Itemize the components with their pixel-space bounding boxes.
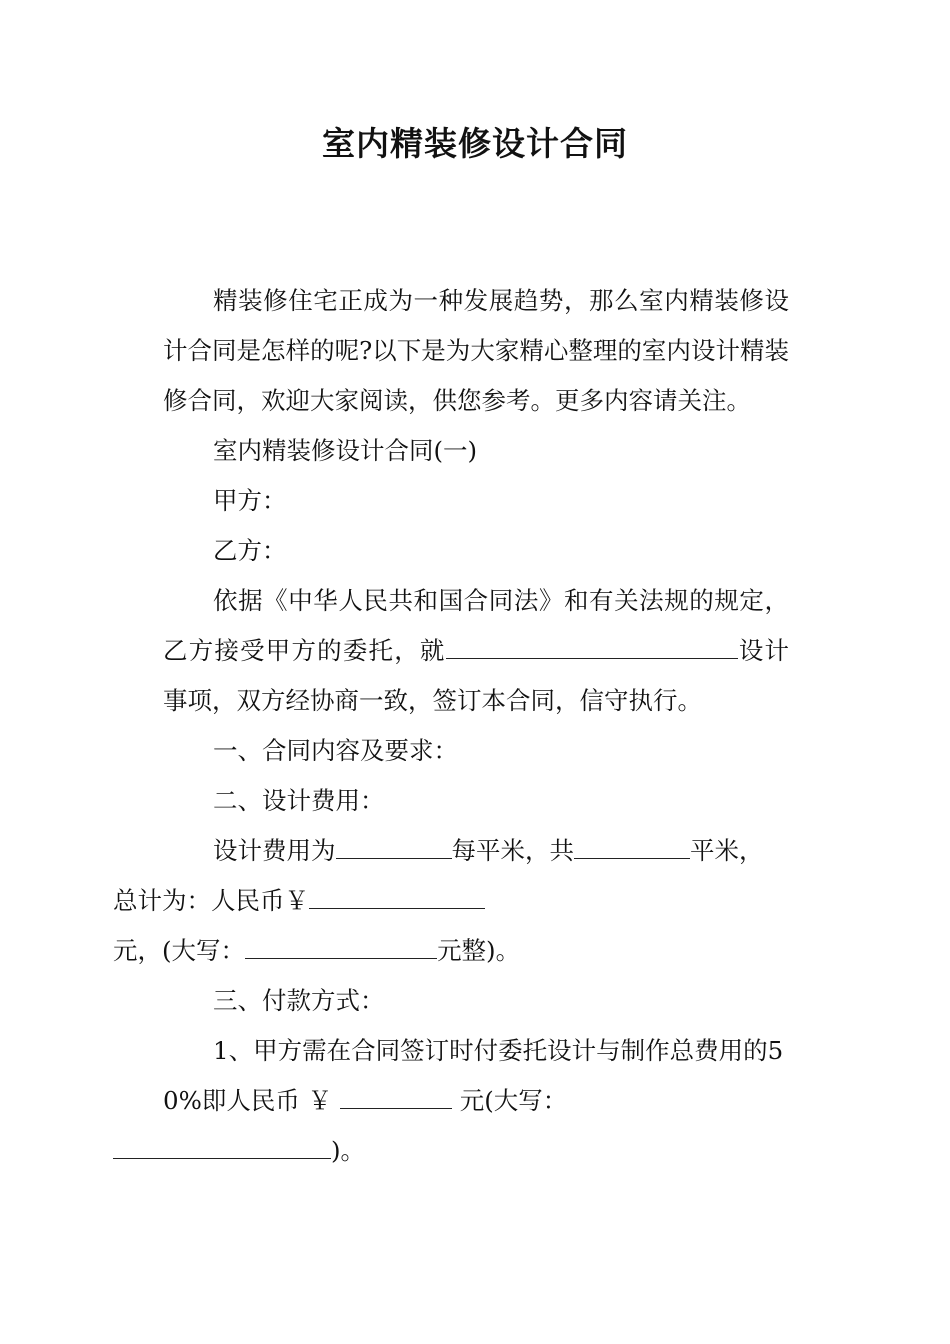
payment-amount-blank	[340, 1088, 452, 1109]
payment-paragraph	[163, 1026, 789, 1176]
total-amount-blank	[309, 888, 485, 909]
project-blank	[446, 638, 738, 659]
fee-text-2: 每平米，共	[451, 836, 574, 865]
item-contract-content: 一、合同内容及要求：	[213, 736, 458, 765]
document-title: 室内精装修设计合同	[322, 124, 628, 163]
fee-text-1: 设计费用为	[213, 836, 336, 865]
payment-text-1: 1、甲方需在合同签订时付委托设计与制作总费用的50%即人民币 ￥	[163, 1036, 784, 1115]
section-title: 室内精装修设计合同(一)	[213, 436, 478, 465]
party-b-line: 乙方：	[213, 536, 287, 565]
amount-in-words-blank	[245, 938, 437, 959]
basis-text: 依据《中华人民共和国合同法》和有关法规的规定，乙方接受甲方的委托，就	[163, 586, 789, 665]
basis-paragraph	[163, 576, 789, 726]
payment-text-2: 元(大写：	[459, 1086, 568, 1115]
area-blank	[574, 838, 690, 859]
price-per-sqm-blank	[336, 838, 452, 859]
fee-yuan-text: 元，(大写：	[113, 936, 246, 965]
fee-end-text: 元整)。	[437, 936, 521, 965]
fee-text-3: 平米，	[690, 836, 764, 865]
payment-end-text: )。	[331, 1136, 366, 1165]
item-design-fee: 二、设计费用：	[213, 786, 385, 815]
intro-paragraph: 精装修住宅正成为一种发展趋势，那么室内精装修设计合同是怎样的呢?以下是为大家精心整理的室内设计精装修合同，欢迎大家阅读，供您参考。更多内容请关注。	[163, 286, 789, 415]
party-a-line: 甲方：	[213, 486, 287, 515]
item-payment-method: 三、付款方式：	[213, 986, 385, 1015]
payment-words-blank	[113, 1138, 331, 1159]
document-body	[113, 276, 790, 1176]
fee-paragraph	[113, 826, 789, 976]
basis-text-end: 设计事项，双方经协商一致，签订本合同，信守执行。	[163, 636, 790, 715]
fee-total-text: 总计为：人民币￥	[113, 886, 309, 915]
